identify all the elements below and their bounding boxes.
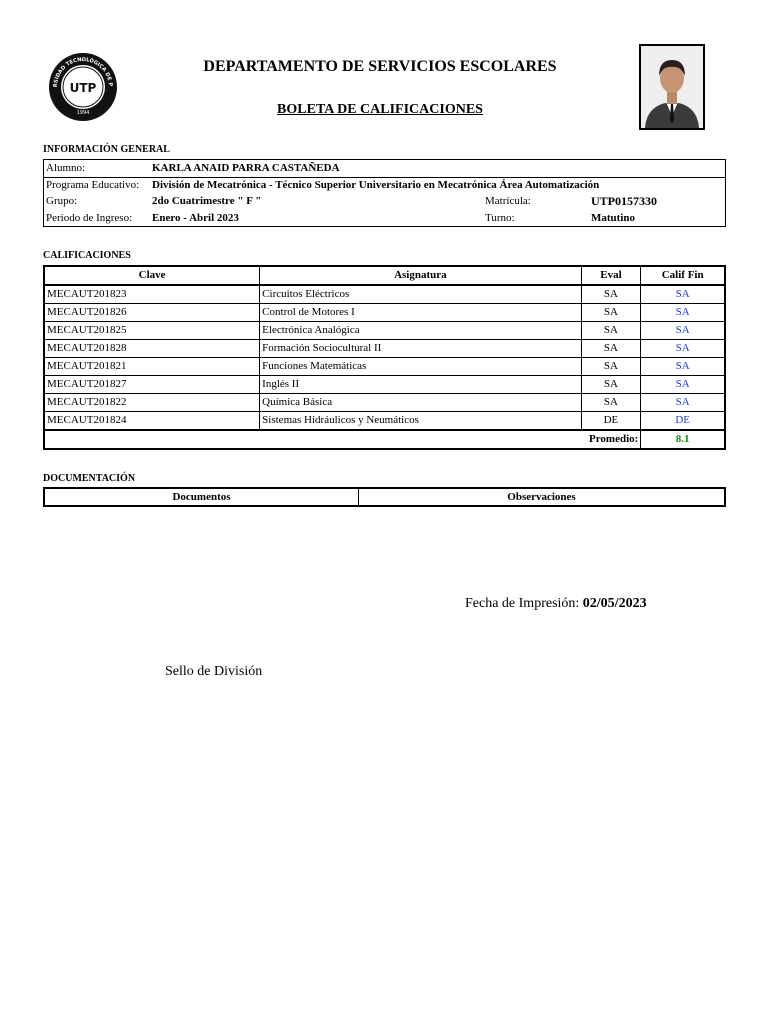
- eval-cell: SA: [581, 394, 641, 412]
- print-date-value: 02/05/2023: [582, 596, 647, 611]
- table-row: [44, 322, 725, 340]
- university-logo: [48, 52, 118, 122]
- programa-label: Programa Educativo:: [46, 179, 140, 191]
- clave-cell: MECAUT201823: [44, 285, 260, 304]
- table-row: [44, 412, 725, 431]
- alumno-value: KARLA ANAID PARRA CASTAÑEDA: [152, 162, 340, 174]
- asignatura-cell: Inglés II: [260, 376, 581, 394]
- header-clave: Clave: [44, 266, 260, 285]
- documentation-section-label: DOCUMENTACIÓN: [43, 473, 136, 484]
- asignatura-cell: Sistemas Hidráulicos y Neumáticos: [260, 412, 581, 431]
- asignatura-cell: Circuitos Eléctricos: [260, 285, 581, 304]
- division-seal-label: Sello de División: [165, 664, 263, 679]
- matricula-value: UTP0157330: [591, 194, 657, 208]
- header-asignatura: Asignatura: [260, 266, 581, 285]
- promedio-label: Promedio:: [44, 430, 641, 449]
- grades-table: [43, 265, 726, 450]
- eval-cell: SA: [581, 285, 641, 304]
- asignatura-cell: Funciones Matemáticas: [260, 358, 581, 376]
- student-info-table: [43, 159, 726, 227]
- calif-fin-cell: SA: [641, 340, 725, 358]
- calif-fin-cell: SA: [641, 285, 725, 304]
- eval-cell: SA: [581, 322, 641, 340]
- header-documentos: Documentos: [44, 488, 359, 506]
- documentation-table: [43, 487, 726, 507]
- calif-fin-cell: SA: [641, 304, 725, 322]
- clave-cell: MECAUT201821: [44, 358, 260, 376]
- grupo-value: 2do Cuatrimestre " F ": [152, 195, 262, 207]
- asignatura-cell: Química Básica: [260, 394, 581, 412]
- clave-cell: MECAUT201825: [44, 322, 260, 340]
- logo-year: 1994: [76, 110, 90, 116]
- document-title: BOLETA DE CALIFICACIONES: [277, 102, 483, 117]
- promedio-row: [44, 430, 725, 449]
- calif-fin-cell: DE: [641, 412, 725, 431]
- clave-cell: MECAUT201828: [44, 340, 260, 358]
- info-row-alumno: [44, 160, 725, 178]
- header-observaciones: Observaciones: [359, 488, 726, 506]
- periodo-value: Enero - Abril 2023: [152, 212, 239, 224]
- alumno-label: Alumno:: [46, 162, 86, 174]
- calif-fin-cell: SA: [641, 394, 725, 412]
- periodo-label: Periodo de Ingreso:: [46, 212, 133, 224]
- clave-cell: MECAUT201827: [44, 376, 260, 394]
- documentation-header-row: [44, 488, 725, 506]
- grupo-label: Grupo:: [46, 195, 78, 207]
- calif-fin-cell: SA: [641, 376, 725, 394]
- student-photo: [639, 44, 705, 130]
- eval-cell: SA: [581, 358, 641, 376]
- turno-label: Turno:: [485, 212, 515, 224]
- eval-cell: SA: [581, 340, 641, 358]
- department-title: DEPARTAMENTO DE SERVICIOS ESCOLARES: [203, 58, 557, 75]
- header-calif-fin: Calif Fin: [641, 266, 725, 285]
- info-row-periodo: [44, 210, 725, 227]
- logo-mark: UTP: [69, 81, 97, 95]
- calif-fin-cell: SA: [641, 322, 725, 340]
- clave-cell: MECAUT201824: [44, 412, 260, 431]
- table-row: [44, 304, 725, 322]
- print-date-label: Fecha de Impresión:: [465, 596, 580, 611]
- table-row: [44, 340, 725, 358]
- asignatura-cell: Formación Sociocultural II: [260, 340, 581, 358]
- table-row: [44, 376, 725, 394]
- print-date: [465, 596, 647, 612]
- header-eval: Eval: [581, 266, 641, 285]
- grades-header-row: [44, 266, 725, 285]
- clave-cell: MECAUT201826: [44, 304, 260, 322]
- turno-value: Matutino: [591, 212, 635, 224]
- table-row: [44, 394, 725, 412]
- eval-cell: SA: [581, 376, 641, 394]
- promedio-value: 8.1: [641, 430, 725, 449]
- info-row-programa: [44, 177, 725, 194]
- grades-section-label: CALIFICACIONES: [43, 250, 131, 261]
- asignatura-cell: Electrónica Analógica: [260, 322, 581, 340]
- eval-cell: SA: [581, 304, 641, 322]
- calif-fin-cell: SA: [641, 358, 725, 376]
- clave-cell: MECAUT201822: [44, 394, 260, 412]
- info-section-label: INFORMACIÓN GENERAL: [43, 144, 170, 155]
- table-row: [44, 285, 725, 304]
- logo-ring-text: RSIDAD TECNOLÓGICA DE P: [52, 56, 114, 88]
- eval-cell: DE: [581, 412, 641, 431]
- matricula-label: Matrícula:: [485, 195, 531, 207]
- asignatura-cell: Control de Motores I: [260, 304, 581, 322]
- programa-value: División de Mecatrónica - Técnico Superior Universitario en Mecatrónica Área Automatización: [152, 179, 600, 191]
- table-row: [44, 358, 725, 376]
- info-row-grupo: [44, 193, 725, 210]
